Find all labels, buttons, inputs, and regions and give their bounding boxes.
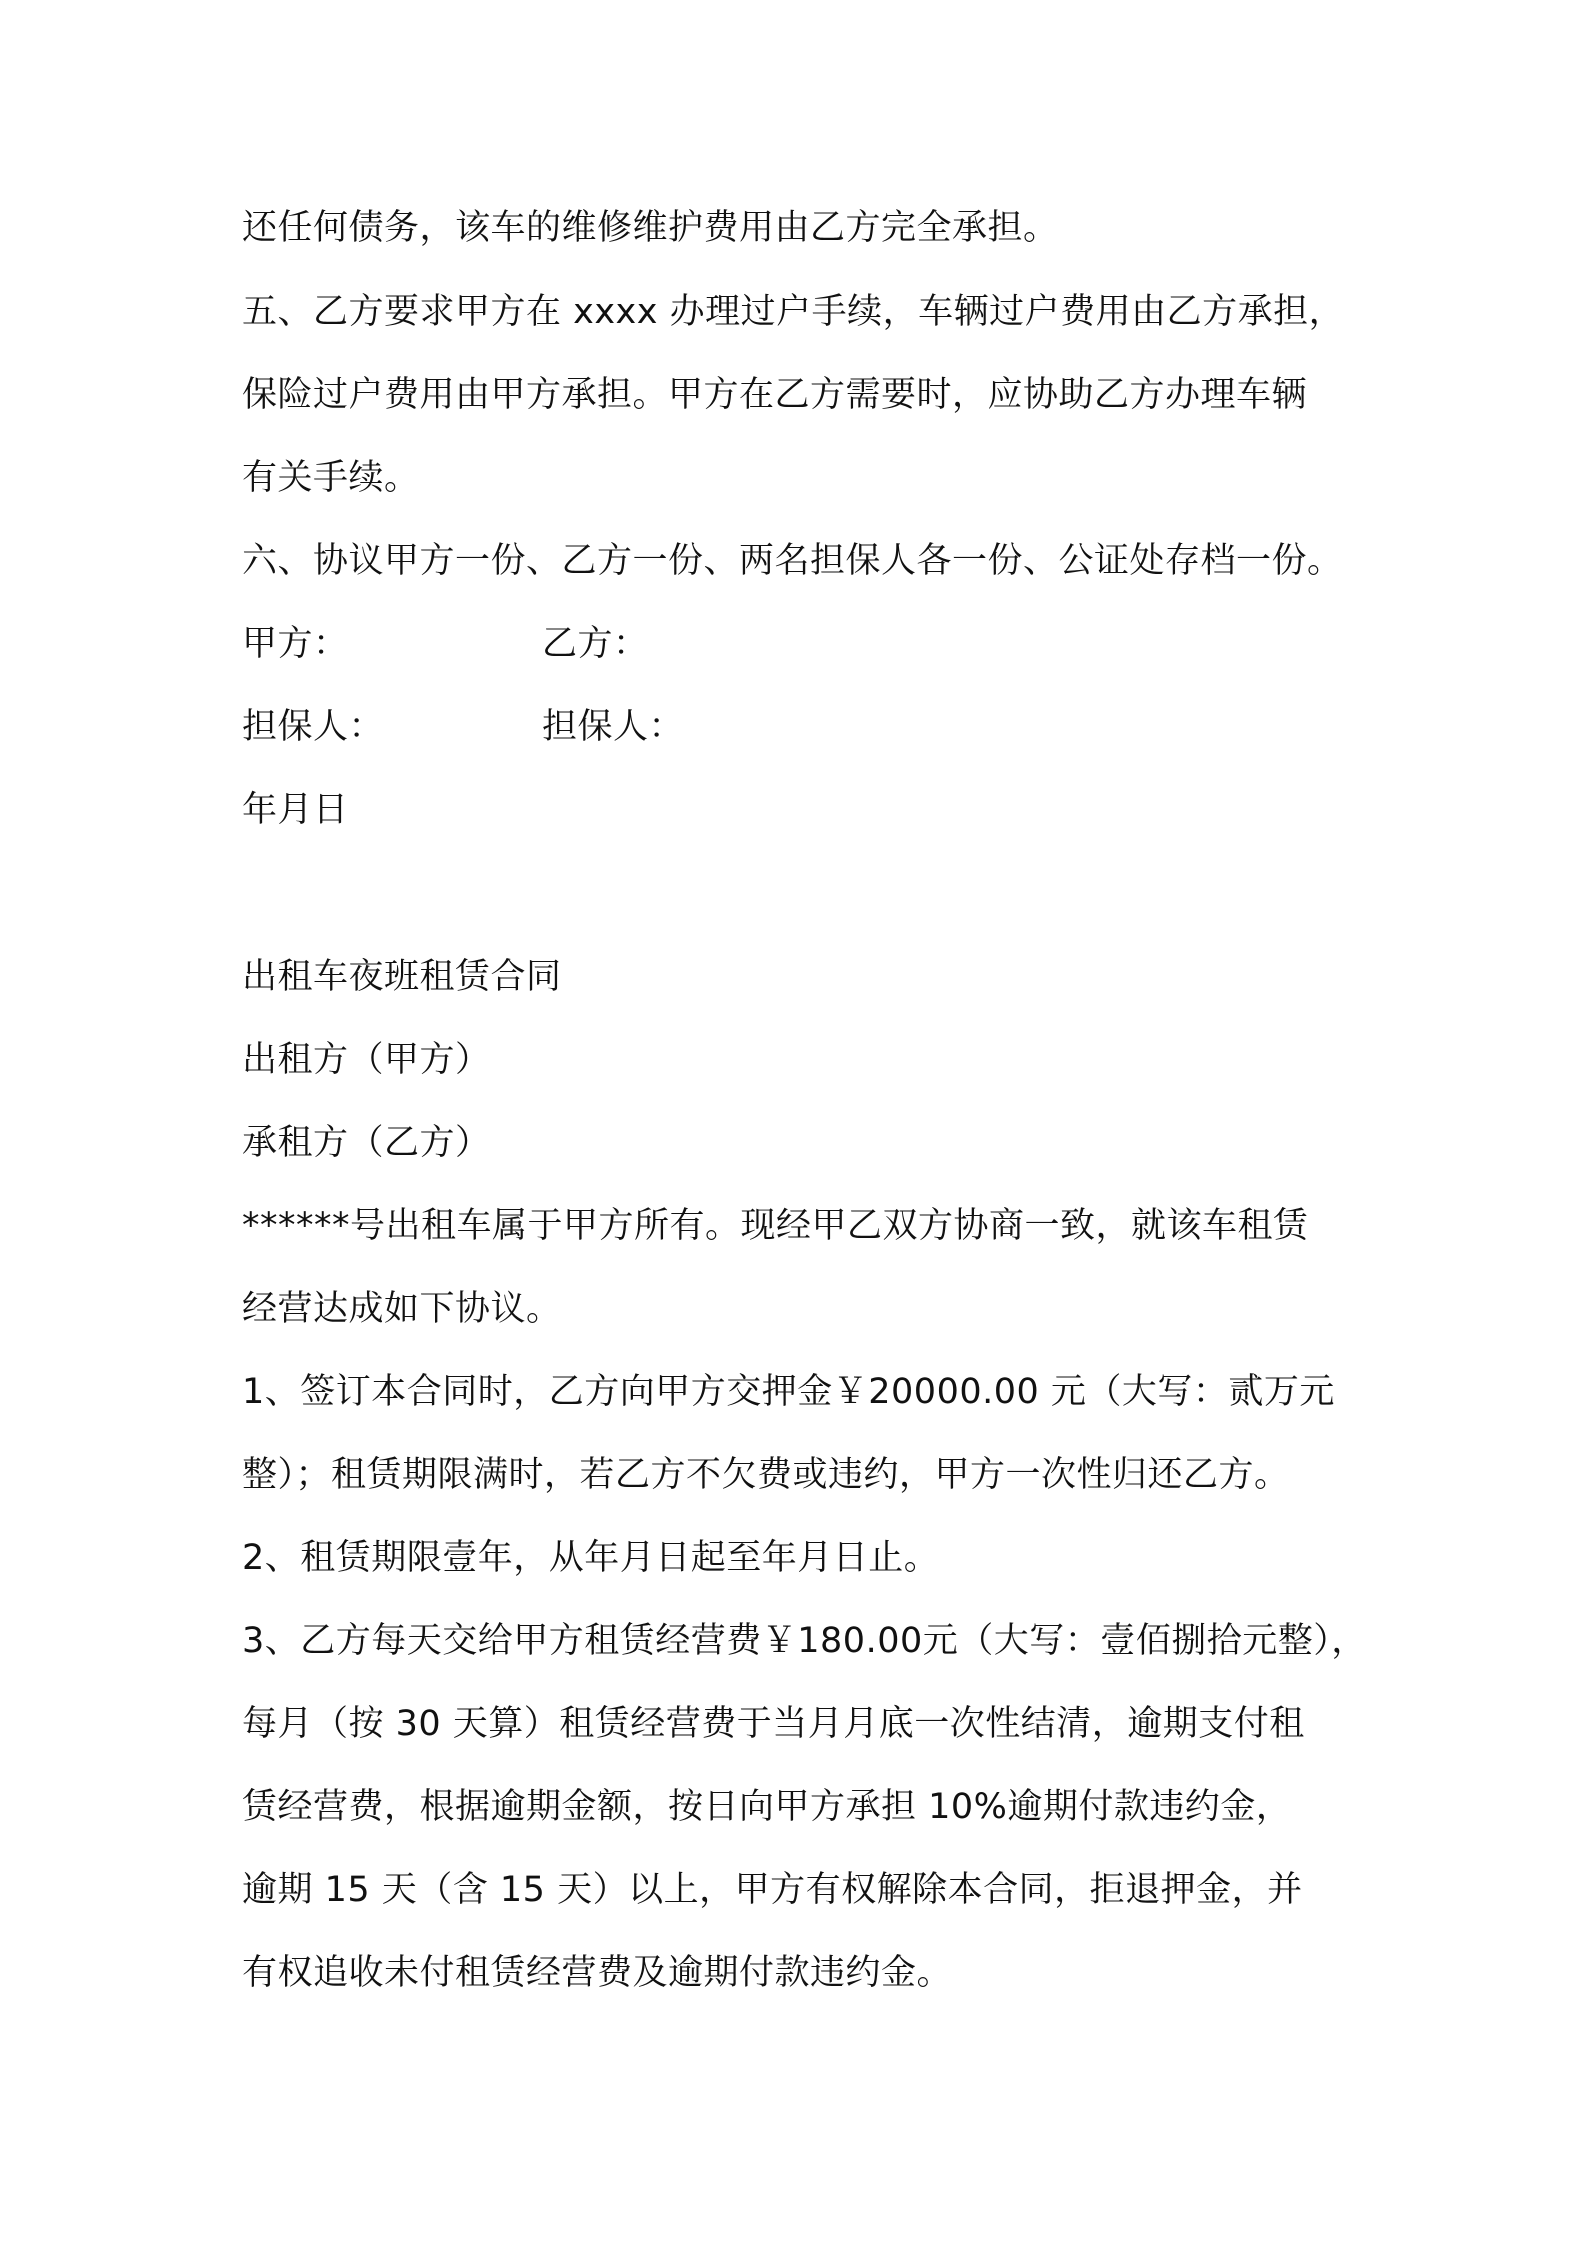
paragraph-line: ******号出租车属于甲方所有。现经甲乙双方协商一致，就该车租赁 — [242, 1206, 1309, 1246]
lessor-line: 出租方（甲方） — [242, 1040, 491, 1080]
paragraph-line: 有权追收未付租赁经营费及逾期付款违约金。 — [242, 1953, 953, 1993]
signature-row — [242, 620, 649, 668]
paragraph-line: 还任何债务，该车的维修维护费用由乙方完全承担。 — [242, 208, 1059, 248]
paragraph-line: 每月（按 30 天算）租赁经营费于当月月底一次性结清，逾期支付租 — [242, 1704, 1305, 1744]
guarantor-a-label: 担保人： — [242, 707, 385, 747]
lessee-line: 承租方（乙方） — [242, 1123, 491, 1163]
guarantor-row — [242, 703, 685, 751]
paragraph-line: 逾期 15 天（含 15 天）以上，甲方有权解除本合同，拒退押金，并 — [242, 1870, 1303, 1910]
paragraph-line: 六、协议甲方一份、乙方一份、两名担保人各一份、公证处存档一份。 — [242, 541, 1343, 581]
guarantor-b-label: 担保人： — [542, 707, 685, 747]
paragraph-line: 五、乙方要求甲方在 xxxx 办理过户手续，车辆过户费用由乙方承担， — [242, 292, 1345, 332]
paragraph-line: 整）；租赁期限满时，若乙方不欠费或违约，甲方一次性归还乙方。 — [242, 1455, 1290, 1495]
paragraph-line: 保险过户费用由甲方承担。甲方在乙方需要时，应协助乙方办理车辆 — [242, 375, 1308, 415]
paragraph-line: 3、乙方每天交给甲方租赁经营费￥180.00元（大写：壹佰捌拾元整）， — [242, 1621, 1367, 1661]
paragraph-line: 有关手续。 — [242, 458, 420, 498]
date-line: 年月日 — [242, 790, 349, 830]
party-b-label: 乙方： — [542, 624, 649, 664]
paragraph-line: 经营达成如下协议。 — [242, 1289, 562, 1329]
contract-title: 出租车夜班租赁合同 — [242, 957, 562, 997]
paragraph-line: 赁经营费，根据逾期金额，按日向甲方承担 10%逾期付款违约金， — [242, 1787, 1292, 1827]
paragraph-line: 2、租赁期限壹年，从年月日起至年月日止。 — [242, 1538, 940, 1578]
paragraph-line: 1、签订本合同时，乙方向甲方交押金￥20000.00 元（大写：贰万元 — [242, 1372, 1335, 1412]
party-a-label: 甲方： — [242, 624, 349, 664]
